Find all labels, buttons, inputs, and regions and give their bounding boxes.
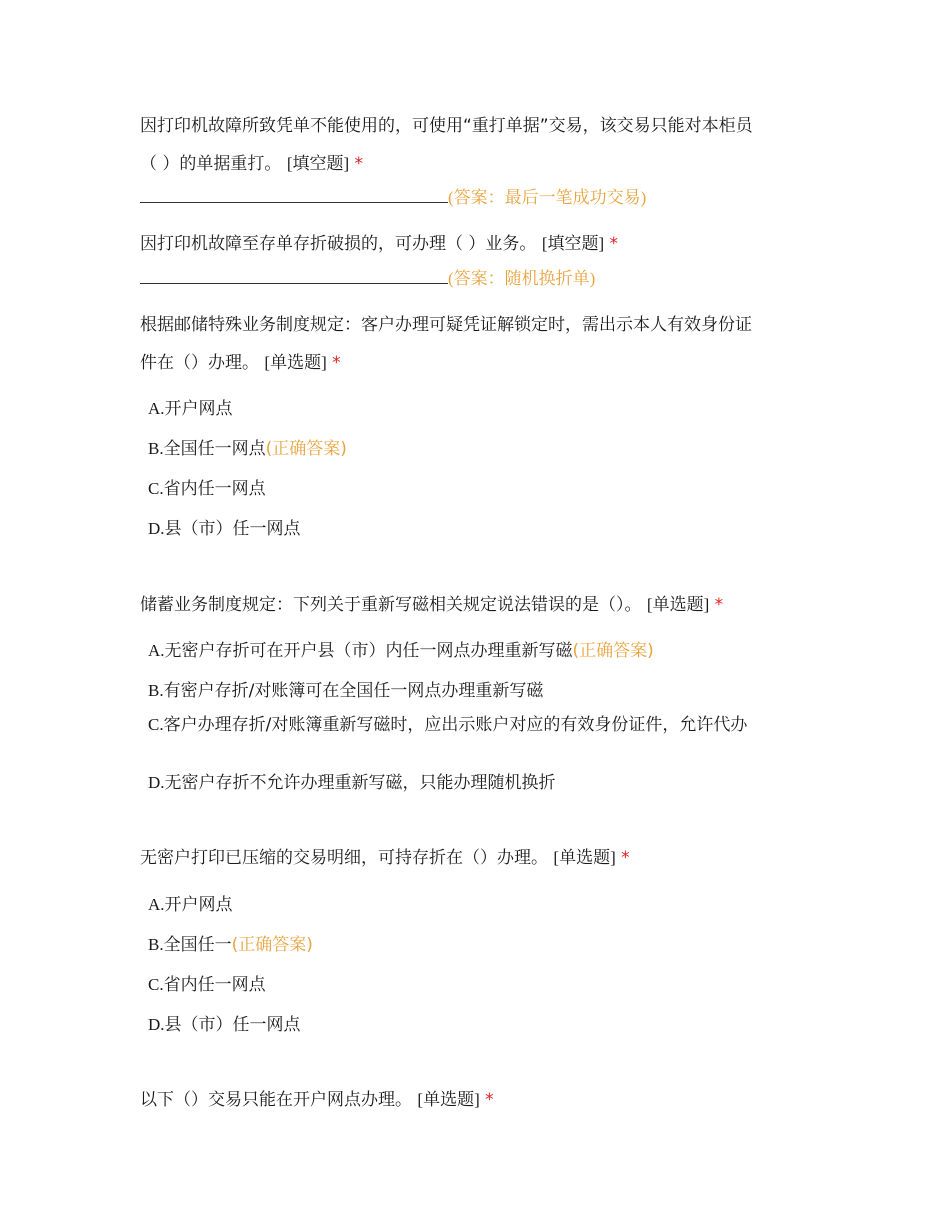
question-type-tag: [单选题] xyxy=(417,1090,480,1109)
answer-text-1: (答案：最后一笔成功交易) xyxy=(448,188,647,207)
option-d[interactable] xyxy=(148,517,808,541)
question-4-text: 储蓄业务制度规定：下列关于重新写磁相关规定说法错误的是（）。 xyxy=(140,595,642,615)
required-marker: * xyxy=(332,353,341,373)
question-3-line-2-text: 件在（）办理。 xyxy=(140,353,259,373)
required-marker: * xyxy=(621,848,630,868)
question-type-tag: [填空题] xyxy=(541,234,605,253)
option-text: 无密户存折不允许办理重新写磁，只能办理随机换折 xyxy=(164,773,556,793)
required-marker: * xyxy=(485,1090,494,1110)
option-a[interactable] xyxy=(148,893,808,917)
correct-answer-mark: (正确答案) xyxy=(265,439,347,459)
question-type-tag: [单选题] xyxy=(553,848,616,867)
option-letter: D. xyxy=(148,773,165,792)
option-c[interactable] xyxy=(148,973,808,997)
question-3-line-1: 根据邮储特殊业务制度规定：客户办理可疑凭证解锁定时，需出示本人有效身份证 xyxy=(140,315,752,335)
option-a[interactable] xyxy=(148,397,808,421)
correct-answer-mark: (正确答案) xyxy=(572,641,654,661)
question-type-tag: [填空题] xyxy=(286,154,350,173)
option-c[interactable] xyxy=(148,713,793,737)
question-6-text: 以下（）交易只能在开户网点办理。 xyxy=(140,1090,412,1110)
option-text: 无密户存折可在开户县（市）内任一网点办理重新写磁 xyxy=(164,641,573,661)
answer-text-2: (答案：随机换折单) xyxy=(448,269,596,288)
question-1-line-2-text: （ ）的单据重打。 xyxy=(140,154,282,174)
required-marker: * xyxy=(714,595,724,615)
option-letter: D. xyxy=(148,1015,165,1034)
fill-blank-line xyxy=(140,186,448,203)
option-c[interactable] xyxy=(148,477,808,501)
question-1 xyxy=(140,107,820,183)
option-letter: B. xyxy=(148,439,164,458)
option-text: 省内任一网点 xyxy=(163,975,266,995)
option-text: 有密户存折/对账簿可在全国任一网点办理重新写磁 xyxy=(163,681,544,701)
answer-blank-2 xyxy=(140,267,595,291)
option-letter: B. xyxy=(148,935,164,954)
option-b[interactable] xyxy=(148,437,808,461)
option-letter: D. xyxy=(148,519,165,538)
question-3 xyxy=(140,306,820,382)
question-3-line-2 xyxy=(140,344,820,382)
option-letter: C. xyxy=(148,975,164,994)
option-letter: A. xyxy=(148,641,165,660)
question-type-tag: [单选题] xyxy=(646,595,710,614)
option-text: 全国任一 xyxy=(163,935,232,955)
question-1-line-2 xyxy=(140,145,820,183)
option-text: 全国任一网点 xyxy=(163,439,266,459)
option-text: 县（市）任一网点 xyxy=(164,1015,301,1035)
question-2-text: 因打印机故障至存单存折破损的，可办理（ ）业务。 xyxy=(140,234,537,254)
option-letter: B. xyxy=(148,681,164,700)
correct-answer-mark: (正确答案) xyxy=(231,935,313,955)
option-letter: A. xyxy=(148,895,165,914)
option-letter: C. xyxy=(148,715,164,734)
question-6 xyxy=(140,1081,820,1119)
option-text: 省内任一网点 xyxy=(163,479,266,499)
option-d[interactable] xyxy=(148,771,808,795)
option-text: 县（市）任一网点 xyxy=(164,519,301,539)
option-text: 客户办理存折/对账簿重新写磁时，应出示账户对应的有效身份证件，允许代办 xyxy=(163,715,748,735)
question-2 xyxy=(140,225,820,263)
option-a[interactable] xyxy=(148,639,808,663)
question-5-text: 无密户打印已压缩的交易明细，可持存折在（）办理。 xyxy=(140,848,548,868)
question-1-line-1: 因打印机故障所致凭单不能使用的，可使用“重打单据”交易，该交易只能对本柜员 xyxy=(140,116,753,136)
option-d[interactable] xyxy=(148,1013,808,1037)
option-b[interactable] xyxy=(148,933,808,957)
option-letter: A. xyxy=(148,399,165,418)
fill-blank-line xyxy=(140,267,448,284)
answer-blank-1 xyxy=(140,186,646,210)
option-letter: C. xyxy=(148,479,164,498)
option-text: 开户网点 xyxy=(164,895,233,915)
question-type-tag: [单选题] xyxy=(264,353,327,372)
question-4 xyxy=(140,586,820,624)
required-marker: * xyxy=(609,234,619,254)
question-5 xyxy=(140,839,820,877)
option-b[interactable] xyxy=(148,679,808,703)
required-marker: * xyxy=(354,154,364,174)
option-text: 开户网点 xyxy=(164,399,233,419)
